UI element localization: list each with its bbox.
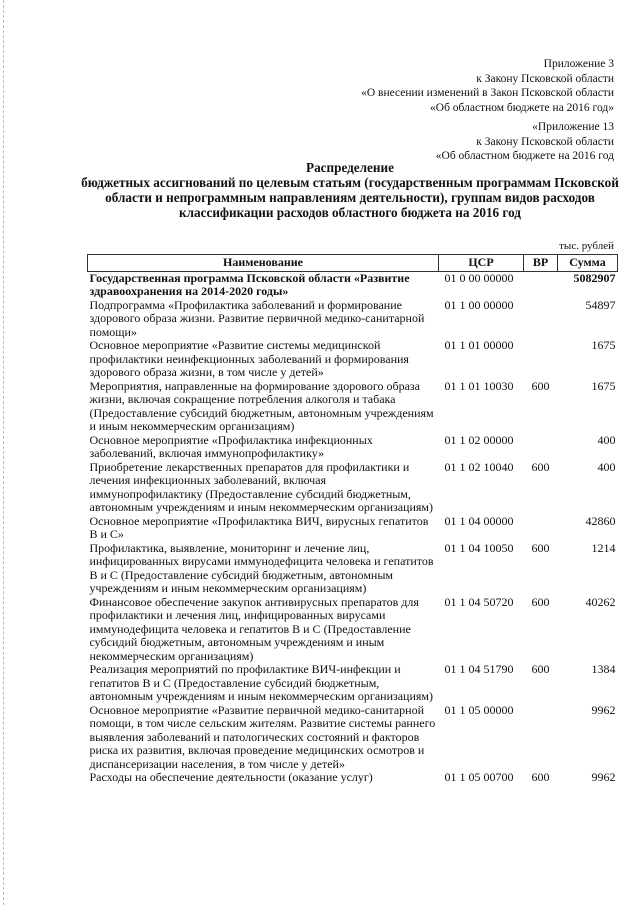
row-vr: 600 xyxy=(531,594,550,609)
row-vr xyxy=(524,299,558,340)
title-subtitle: бюджетных ассигнований по целевым статьям (государственным программам Псковской области и непрограммным направлениям деятельности), группам видов расходов классификации расходов областного бюджета на 2016 год xyxy=(81,175,619,220)
row-sum: 9962 xyxy=(591,770,616,784)
row-sum: 9962 xyxy=(591,702,616,717)
row-vr: 600 xyxy=(531,540,550,555)
table-row xyxy=(88,663,618,704)
row-name: Финансовое обеспечение закупок антивирусных препаратов для профилактики и лечения лиц, инфицированных вирусами иммунодефицита человека и гепатитов В и С (Предоставление субсидий бюджетным, автономным учреждениям и иным некоммерческим организациям) xyxy=(89,594,419,663)
row-csr: 01 1 05 00700 xyxy=(444,770,514,784)
table-row xyxy=(88,299,618,340)
row-csr: 01 1 04 51790 xyxy=(444,662,514,676)
row-name: Основное мероприятие «Развитие системы медицинской профилактики неинфекционных заболеваний и формирования здорового образа жизни, в том числе у детей» xyxy=(89,338,409,379)
table-header-row xyxy=(88,255,618,272)
row-name: Основное мероприятие «Профилактика инфекционных заболеваний, включая иммунопрофилактику» xyxy=(89,432,373,460)
table-row xyxy=(88,771,618,785)
row-csr: 01 1 04 00000 xyxy=(444,513,514,528)
row-vr xyxy=(524,704,558,772)
table-row xyxy=(88,380,618,434)
row-vr: 600 xyxy=(531,378,550,393)
row-name: Приобретение лекарственных препаратов для профилактики и лечения инфекционных заболеваний, включая иммунопрофилактику (Предоставление субсидий бюджетным, автономным учреждениям и иным некоммерческим организациям) xyxy=(89,459,434,514)
appendix-line: «Приложение 13 xyxy=(532,121,614,133)
table-row xyxy=(88,596,618,664)
row-sum: 1675 xyxy=(591,378,616,393)
row-name: Подпрограмма «Профилактика заболеваний и формирование здорового образа жизни. Развитие первичной медико-санитарной помощи» xyxy=(89,297,425,339)
row-name: Реализация мероприятий по профилактике ВИЧ-инфекции и гепатитов В и С (Предоставление субсидий бюджетным, автономным учреждениям и иным некоммерческим организациям) xyxy=(89,662,434,703)
row-sum: 54897 xyxy=(585,297,616,312)
row-csr: 01 0 00 00000 xyxy=(444,270,514,285)
appendix-line: «Об областном бюджете на 2016 год» xyxy=(430,101,614,114)
units-label: тыс. рублей xyxy=(559,240,614,252)
appendix-line: «О внесении изменений в Закон Псковской области xyxy=(361,87,614,99)
table-row xyxy=(88,434,618,461)
row-sum: 400 xyxy=(597,432,616,447)
row-csr: 01 1 02 00000 xyxy=(444,432,514,447)
budget-table xyxy=(87,254,618,785)
header-csr: ЦСР xyxy=(439,255,524,272)
document-title xyxy=(60,160,640,220)
appendix-header-2 xyxy=(436,120,614,164)
header-vr: ВР xyxy=(524,255,558,272)
row-name: Основное мероприятие «Развитие первичной медико-санитарной помощи, в том числе сельским жителям. Развитие системы раннего выявления заболеваний и патологических состояний и факторов риска их развития, включая проведение медицинских осмотров и диспансеризации населения, в том числе у детей» xyxy=(89,702,436,771)
appendix-line: «Об областном бюджете на 2016 год xyxy=(435,150,614,162)
row-sum: 42860 xyxy=(585,513,616,528)
table-row xyxy=(88,515,618,542)
row-name: Профилактика, выявление, мониторинг и лечение лиц, инфицированных вирусами иммунодефицита человека и гепатитов В и С (Предоставление субсидий бюджетным, автономным учреждениям и иным некоммерческим организациям) xyxy=(89,540,434,595)
row-vr xyxy=(524,339,558,380)
row-csr: 01 1 01 10030 xyxy=(444,378,514,393)
row-csr: 01 1 02 10040 xyxy=(444,459,514,474)
row-vr: 600 xyxy=(531,459,550,474)
row-vr xyxy=(524,434,558,461)
page-edge xyxy=(3,0,4,905)
row-sum: 1214 xyxy=(591,540,616,555)
table-row xyxy=(88,461,618,515)
row-csr: 01 1 04 10050 xyxy=(444,540,514,555)
row-vr: 600 xyxy=(531,662,550,676)
row-vr: 600 xyxy=(531,770,550,784)
table-row xyxy=(88,339,618,380)
row-sum: 1675 xyxy=(591,338,616,352)
row-sum: 40262 xyxy=(585,594,616,609)
row-vr xyxy=(524,515,558,542)
appendix-line: к Закону Псковской области xyxy=(476,72,614,85)
row-name: Основное мероприятие «Профилактика ВИЧ, вирусных гепатитов В и С» xyxy=(89,513,429,541)
row-sum: 400 xyxy=(597,459,616,474)
table-row xyxy=(88,271,618,299)
row-name: Государственная программа Псковской области «Развитие здравоохранения на 2014-2020 годы» xyxy=(89,270,410,298)
title-line: Распределение xyxy=(306,160,394,175)
appendix-header xyxy=(361,57,614,115)
row-name: Мероприятия, направленные на формирование здорового образа жизни, включая сокращение потребления алкоголя и табака (Предоставление субсидий бюджетным, автономным учреждениям и иным некоммерческим организациям) xyxy=(89,378,434,433)
row-csr: 01 1 01 00000 xyxy=(444,338,514,352)
header-sum: Сумма xyxy=(558,255,618,272)
row-sum: 1384 xyxy=(591,662,616,676)
table-row xyxy=(88,704,618,772)
row-name: Расходы на обеспечение деятельности (оказание услуг) xyxy=(89,770,373,784)
appendix-line: к Закону Псковской области xyxy=(476,135,614,148)
row-sum: 5082907 xyxy=(573,270,616,285)
appendix-line: Приложение 3 xyxy=(543,58,614,70)
row-csr: 01 1 00 00000 xyxy=(444,297,514,312)
row-csr: 01 1 04 50720 xyxy=(444,594,514,609)
header-name: Наименование xyxy=(88,255,439,272)
table-row xyxy=(88,542,618,596)
row-vr xyxy=(524,271,558,299)
row-csr: 01 1 05 00000 xyxy=(444,702,514,717)
